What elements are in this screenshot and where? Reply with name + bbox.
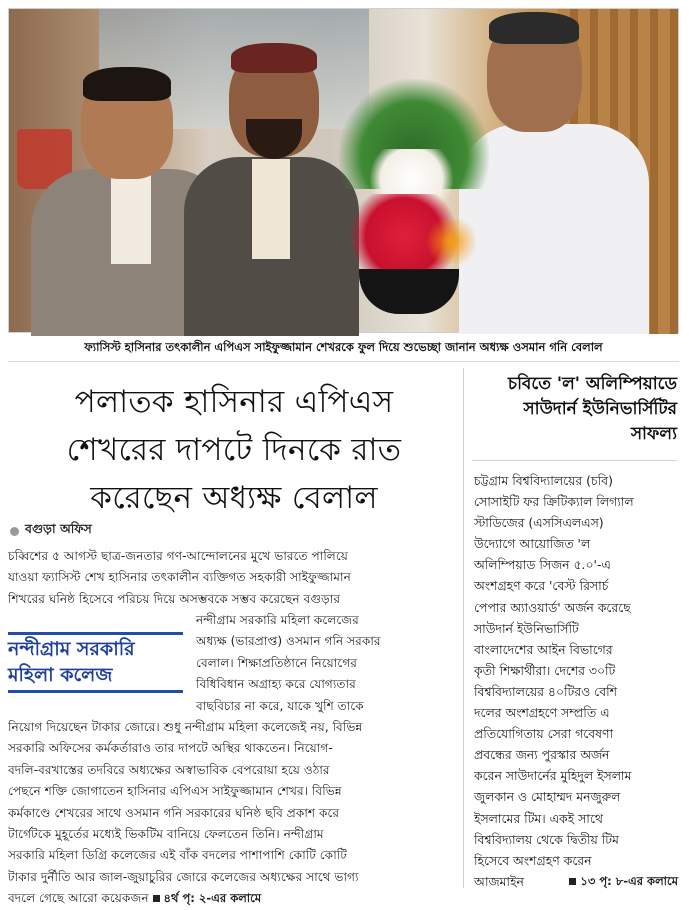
text-line: টার্গেটকে মুহূর্তের মধ্যেই ভিকটিম বানিয়ে ফেলতেন তিনি। নন্দীগ্রাম — [8, 827, 324, 842]
square-bullet-icon — [569, 878, 576, 885]
text-line: সরকারি অফিসের কর্মকর্তারাও তার দাপটে অস্থির থাকতেন। নিয়োগ- — [8, 741, 333, 756]
text-line: টাকার দুর্নীতি আর জাল-জুয়াচুরির জোরে কলেজের অধ্যক্ষের সাথে ভাগ্য — [8, 869, 359, 884]
bullet-icon — [10, 527, 19, 536]
side-body — [474, 470, 678, 892]
text-line: বিশ্ববিদ্যালয়ের ৪০টিরও বেশি — [474, 683, 617, 699]
text-line: দলের অংশগ্রহণে সম্প্রতি এ — [474, 705, 610, 721]
jump-text: ৪র্থ পৃ: ২-এর কলামে — [163, 891, 262, 906]
text-line-last — [8, 888, 458, 910]
text-line: জুলকান ও মোহাম্মদ মনজুরুল — [474, 789, 621, 805]
last-line-text: বদলে গেছে আরো কয়েকজন — [8, 891, 149, 906]
photo-caption: ফ্যাসিস্ট হাসিনার তৎকালীন এপিএস সাইফুজ্জামান শেখরকে ফুল দিয়ে শুভেচ্ছা জানান অধ্যক্ষ ওসমান গনি বেলাল — [8, 336, 679, 362]
text-line: পেছনে শক্তি জোগাতেন হাসিনার এপিএস সাইফুজ্জামান শেখর। বিভিন্ন — [8, 784, 342, 799]
side-headline-line: চবিতে 'ল' অলিম্পিয়াডে — [507, 374, 677, 394]
text-line: হিসেবে অংশগ্রহণ করেন — [474, 852, 592, 868]
text-line: বাংলাদেশের আইন বিভাগের — [474, 641, 613, 657]
text-line: স্টাডিজের (এসসিএলএস) — [474, 515, 604, 531]
sub-heading-line: মহিলা কলেজ — [8, 664, 113, 686]
text-line: কর্মকাণ্ডে শেখরের সাথে ওসমান গনি সরকারের ঘনিষ্ঠ ছবি প্রকাশ করে — [8, 805, 340, 820]
headline-line: শেখরের দাপটে দিনকে রাত — [66, 432, 402, 468]
text-line: অংশগ্রহণ করে 'বেস্ট রিসার্চ — [474, 578, 609, 594]
text-line: প্রবন্ধের জন্য পুরস্কার অর্জন — [474, 747, 610, 763]
text-line: বদলি-বরখাস্তের তদবিরে অধ্যক্ষের অস্বাভাবিক বেপরোয়া হয়ে ওঠার — [8, 762, 330, 777]
main-headline — [14, 378, 454, 522]
text-line: উদ্যোগে আয়োজিত 'ল — [474, 536, 591, 552]
text-line: সরকারি মহিলা ডিগ্রি কলেজের এই বাঁক বদলের পাশাপাশি কোটি কোটি — [8, 848, 347, 863]
text-line: সাউদার্ন ইউনিভার্সিটি — [474, 620, 579, 636]
side-headline-line: সাউদার্ন ইউনিভার্সিটির — [523, 399, 677, 419]
continued-jump[interactable] — [153, 888, 262, 909]
dateline-text: বগুড়া অফিস — [25, 521, 92, 536]
rule-bottom — [8, 690, 183, 693]
text-line: বিধিবিধান অগ্রাহ্য করে যোগ্যতার — [196, 677, 356, 692]
column-divider — [463, 368, 464, 888]
side-rule — [472, 460, 677, 461]
text-line: বেলাল। শিক্ষাপ্রতিষ্ঠানে নিয়োগের — [196, 655, 357, 670]
rule-top — [8, 632, 183, 635]
side-headline-line: সাফল্য — [630, 424, 677, 444]
text-line: অলিম্পিয়াড সিজন ৫.০'-এ — [474, 557, 611, 573]
main-body-paragraph — [8, 717, 458, 910]
sub-heading-line: নন্দীগ্রাম সরকারি — [8, 638, 135, 660]
text-line: সোসাইটি ফর ক্রিটিক্যাল লিগ্যাল — [474, 494, 634, 510]
headline-line: করেছেন অধ্যক্ষ বেলাল — [90, 480, 378, 516]
text-line: ইসলামের টিম। একই সাথে — [474, 810, 603, 826]
flower-bouquet — [329, 79, 499, 314]
headline-line: পলাতক হাসিনার এপিএস — [74, 384, 394, 420]
paragraph-beside-subheading — [196, 610, 458, 717]
text-line: নিয়োগ দিয়েছেন টাকার জোরে। শুধু নন্দীগ্রাম মহিলা কলেজেই নয়, বিভিন্ন — [8, 720, 363, 734]
text-line: বাছবিচার না করে, যাকে খুশি তাকে — [196, 698, 364, 713]
jump-text: ১৩ পৃ: ৮-এর কলামে — [580, 873, 678, 888]
text-line: চব্বিশের ৫ আগস্ট ছাত্র-জনতার গণ-আন্দোলনের মুখে ভারতে পালিয়ে — [8, 549, 348, 563]
lead-paragraph — [8, 546, 458, 610]
last-line-text: আজমাইন — [474, 873, 524, 889]
text-line: প্রতিযোগিতায় সেরা গবেষণা — [474, 726, 614, 742]
text-line: শিখরের ঘনিষ্ঠ হিসেবে পরিচয় দিয়ে অসম্ভবকে সম্ভব করেছেন বগুড়ার — [8, 591, 341, 606]
news-photo — [8, 8, 679, 333]
dateline — [10, 521, 92, 541]
text-line: পেপার অ্যাওয়ার্ড' অর্জন করেছে — [474, 599, 631, 615]
square-bullet-icon — [153, 895, 160, 902]
text-line: করেন সাউদার্নের মুহিদুল ইসলাম — [474, 768, 632, 784]
continued-jump[interactable] — [569, 871, 678, 892]
text-line-last — [474, 871, 678, 892]
text-line: বিশ্ববিদ্যালয় থেকে দ্বিতীয় টিম — [474, 831, 619, 847]
text-line: কৃতী শিক্ষার্থীরা। দেশের ৩০টি — [474, 662, 616, 678]
text-line: নন্দীগ্রাম সরকারি মহিলা কলেজের — [196, 613, 359, 627]
text-line: অধ্যক্ষ (ভারপ্রাপ্ত) ওসমান গনি সরকার — [196, 634, 381, 649]
side-headline — [472, 372, 677, 447]
sub-heading-box — [8, 628, 188, 698]
text-line: যাওয়া ফ্যাসিস্ট শেখ হাসিনার তৎকালীন ব্যক্তিগত সহকারী সাইফুজ্জামান — [8, 570, 351, 585]
text-line: চট্টগ্রাম বিশ্ববিদ্যালয়ের (চবি) — [474, 473, 613, 488]
sub-heading — [8, 636, 188, 688]
